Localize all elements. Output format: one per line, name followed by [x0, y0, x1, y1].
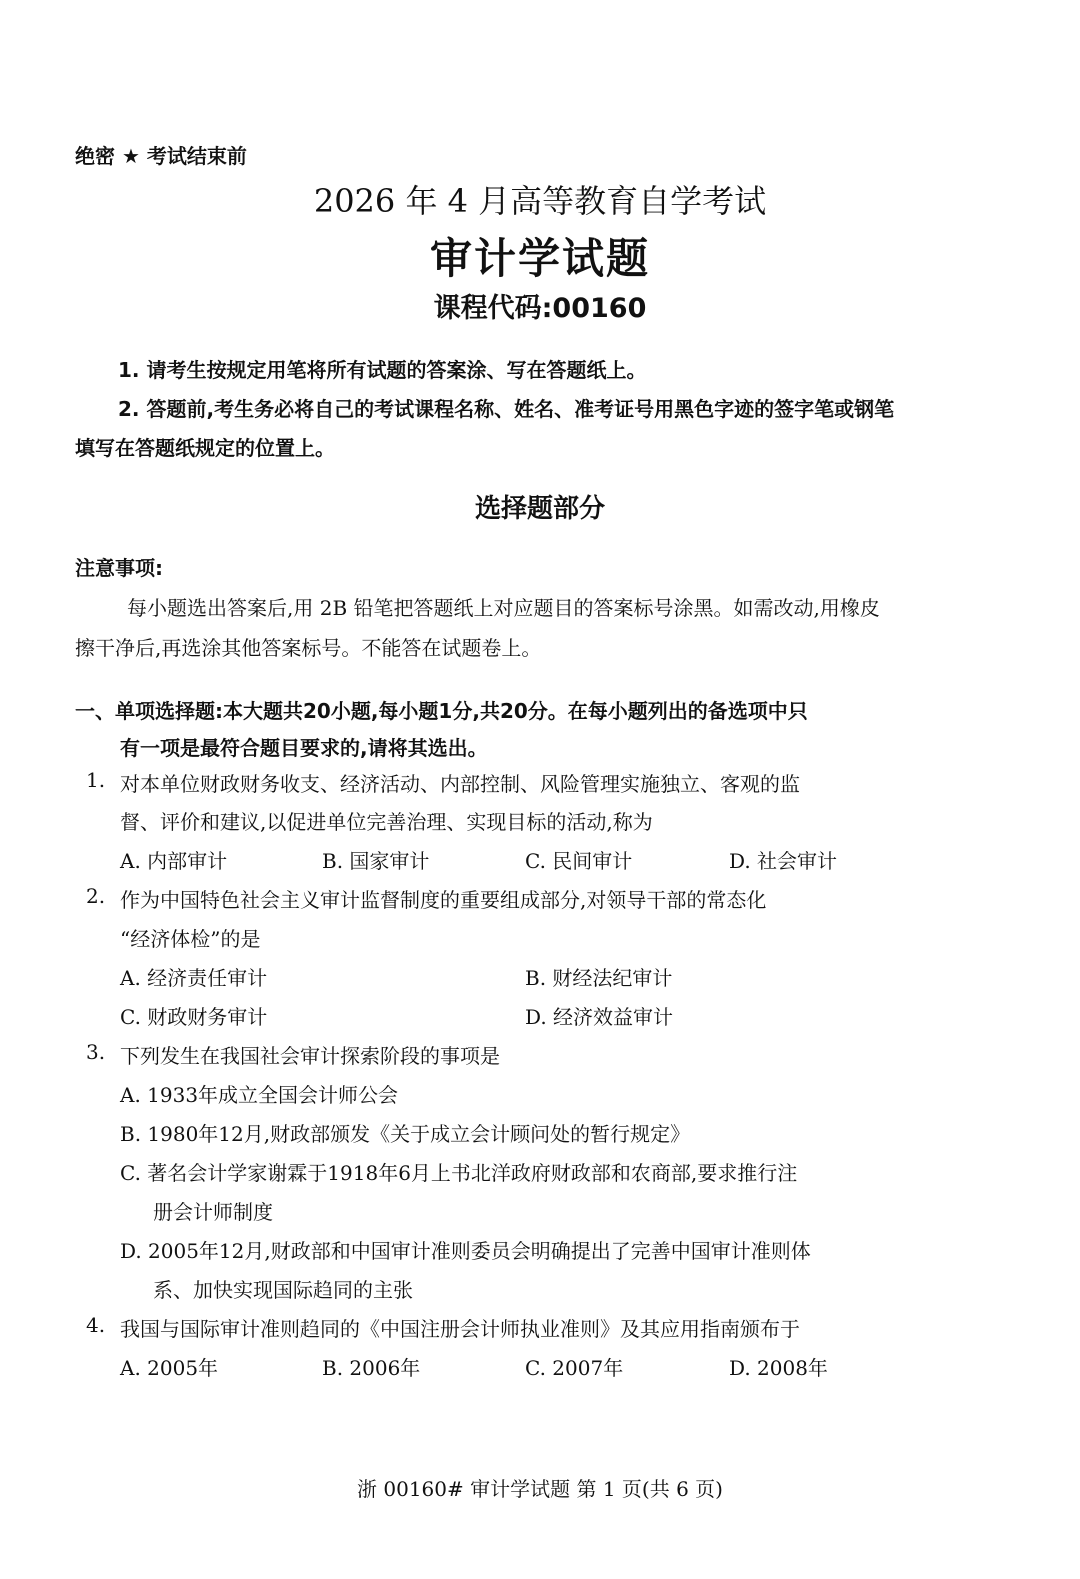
question-number: 3. — [86, 1040, 106, 1064]
section-title: 选择题部分 — [474, 494, 605, 524]
option-b: B. 财经法纪审计 — [525, 966, 673, 990]
option-b: B. 2006年 — [322, 1356, 421, 1380]
option-d: D. 社会审计 — [729, 849, 838, 873]
question-stem: 下列发生在我国社会审计探索阶段的事项是 — [120, 1044, 500, 1068]
question-number: 2. — [86, 884, 106, 908]
option-a: A. 1933年成立全国会计师公会 — [120, 1083, 399, 1107]
notice-line2: 擦干净后,再选涂其他答案标号。不能答在试题卷上。 — [75, 636, 542, 660]
option-b: B. 1980年12月,财政部颁发《关于成立会计顾问处的暂行规定》 — [120, 1122, 691, 1146]
confidential-label: 绝密 ★ 考试结束前 — [75, 144, 247, 168]
page-footer: 浙 00160# 审计学试题 第 1 页(共 6 页) — [357, 1477, 723, 1501]
paper-title: 审计学试题 — [429, 234, 650, 283]
option-c: C. 民间审计 — [525, 849, 633, 873]
option-a: A. 经济责任审计 — [120, 966, 268, 990]
option-a: A. 2005年 — [120, 1356, 219, 1380]
option-a: A. 内部审计 — [120, 849, 228, 873]
question-stem: 作为中国特色社会主义审计监督制度的重要组成部分,对领导干部的常态化 — [120, 888, 767, 912]
instruction-1: 1. 请考生按规定用笔将所有试题的答案涂、写在答题纸上。 — [118, 358, 647, 382]
instruction-2-line1: 2. 答题前,考生务必将自己的考试课程名称、姓名、准考证号用黑色字迹的签字笔或钢笔 — [118, 397, 895, 421]
instruction-2-line2: 填写在答题纸规定的位置上。 — [75, 436, 335, 460]
question-number: 1. — [86, 768, 106, 792]
option-d-continued: 系、加快实现国际趋同的主张 — [153, 1278, 413, 1302]
option-c-continued: 册会计师制度 — [153, 1200, 273, 1224]
course-code: 课程代码:00160 — [433, 293, 647, 324]
option-d: D. 2005年12月,财政部和中国审计准则委员会明确提出了完善中国审计准则体 — [120, 1239, 811, 1263]
question-number: 4. — [86, 1313, 106, 1337]
option-c: C. 2007年 — [525, 1356, 624, 1380]
option-c: C. 著名会计学家谢霖于1918年6月上书北洋政府财政部和农商部,要求推行注 — [120, 1161, 798, 1185]
part1-heading-line2: 有一项是最符合题目要求的,请将其选出。 — [120, 736, 488, 760]
question-stem: 对本单位财政财务收支、经济活动、内部控制、风险管理实施独立、客观的监 — [120, 772, 800, 796]
option-b: B. 国家审计 — [322, 849, 430, 873]
question-stem: 督、评价和建议,以促进单位完善治理、实现目标的活动,称为 — [120, 810, 653, 834]
question-stem: 我国与国际审计准则趋同的《中国注册会计师执业准则》及其应用指南颁布于 — [120, 1317, 800, 1341]
option-c: C. 财政财务审计 — [120, 1005, 268, 1029]
notice-line1: 每小题选出答案后,用 2B 铅笔把答题纸上对应题目的答案标号涂黑。如需改动,用橡皮 — [127, 596, 880, 620]
part1-heading-line1: 一、单项选择题:本大题共20小题,每小题1分,共20分。在每小题列出的备选项中只 — [75, 699, 808, 723]
exam-title: 2026 年 4 月高等教育自学考试 — [313, 182, 767, 220]
notice-label: 注意事项: — [75, 556, 163, 580]
question-stem: “经济体检”的是 — [120, 927, 261, 951]
option-d: D. 经济效益审计 — [525, 1005, 674, 1029]
option-d: D. 2008年 — [729, 1356, 828, 1380]
